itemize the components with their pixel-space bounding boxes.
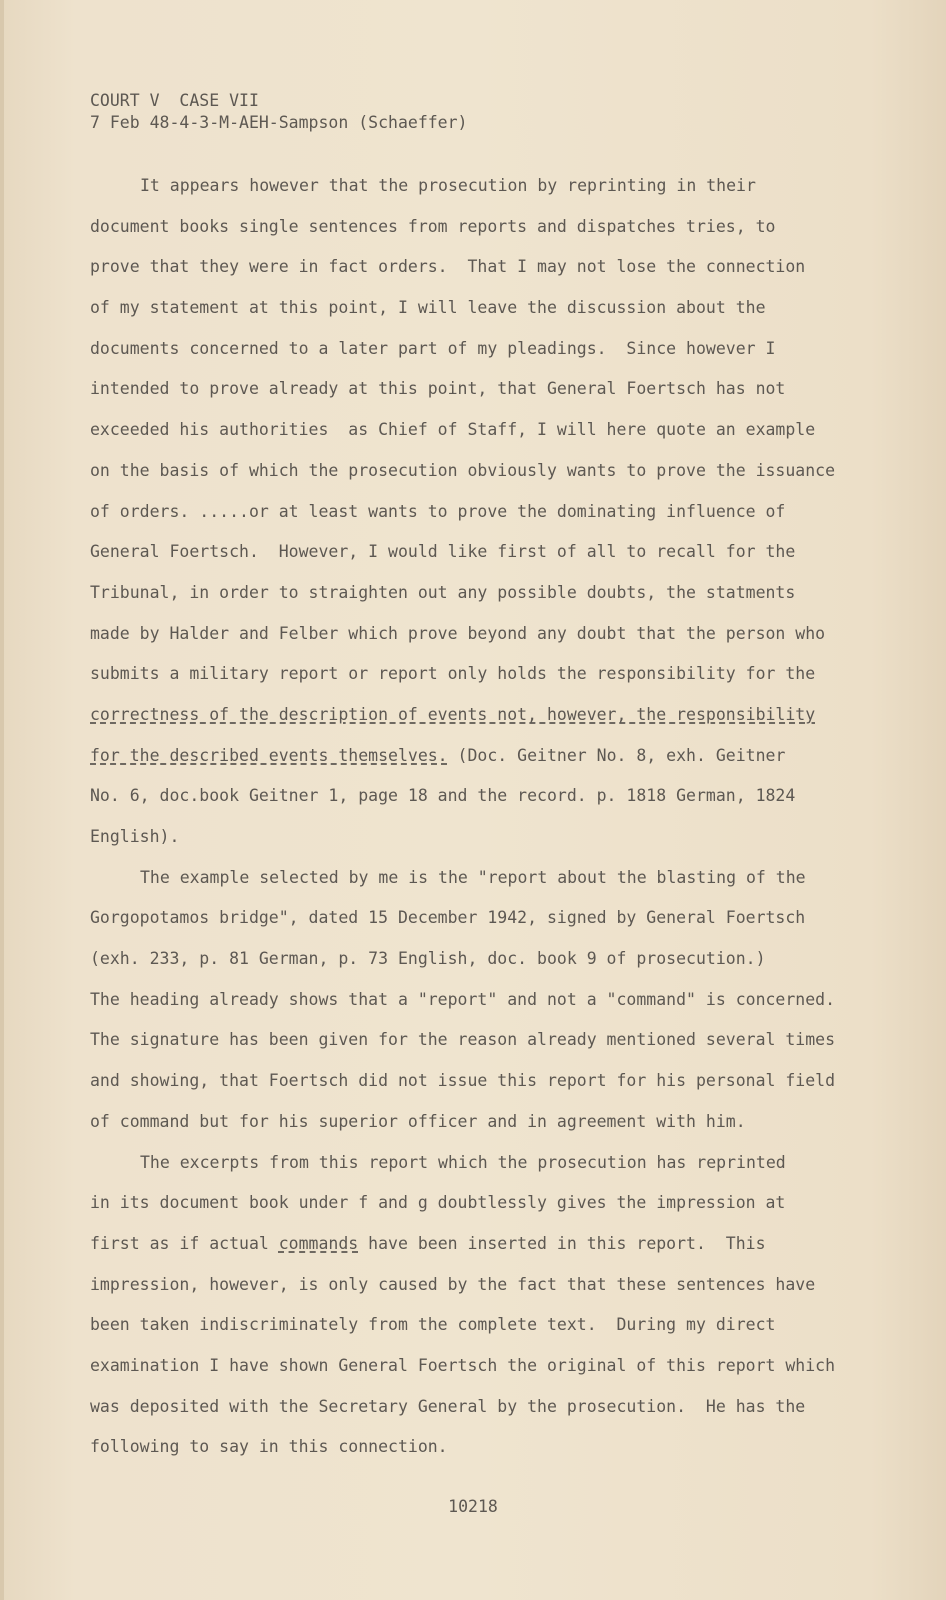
text-line <box>90 695 870 736</box>
text-segment: first as if actual <box>90 1233 279 1253</box>
text-line: Tribunal, in order to straighten out any possible doubts, the statments <box>90 582 796 602</box>
text-line <box>90 736 870 777</box>
underlined-text: correctness of the description of events not, however, the responsibility <box>90 704 816 724</box>
text-line: English). <box>90 827 180 846</box>
underlined-text: for the described events themselves. <box>90 745 448 765</box>
text-line: General Foertsch. However, I would like first of all to recall for the <box>90 542 796 562</box>
text-line: The excerpts from this report which the prosecution has reprinted <box>140 1152 786 1172</box>
text-line: document books single sentences from reports and dispatches tries, to <box>90 216 776 236</box>
text-line: and showing, that Foertsch did not issue this report for his personal field <box>90 1071 836 1091</box>
text-line: The heading already shows that a "report" and not a "command" is concerned. <box>90 989 836 1009</box>
underlined-text: commands <box>278 1233 359 1253</box>
document-header <box>90 90 468 134</box>
document-body <box>90 166 870 1468</box>
text-line: exceeded his authorities as Chief of Staff, I will here quote an example <box>90 420 816 440</box>
text-line: of command but for his superior officer and in agreement with him. <box>90 1111 746 1131</box>
date-reference-line: 7 Feb 48-4-3-M-AEH-Sampson (Schaeffer) <box>90 113 468 132</box>
text-line: The signature has been given for the reason already mentioned several times <box>90 1030 836 1050</box>
page-edge <box>0 0 4 1600</box>
text-line: impression, however, is only caused by the fact that these sentences have <box>90 1274 816 1294</box>
text-line: prove that they were in fact orders. That I may not lose the connection <box>90 257 806 277</box>
text-line: of orders. .....or at least wants to prove the dominating influence of <box>90 501 786 521</box>
text-line: No. 6, doc.book Geitner 1, page 18 and the record. p. 1818 German, 1824 <box>90 786 796 806</box>
text-line: was deposited with the Secretary General by the prosecution. He has the <box>90 1396 806 1416</box>
text-line: of my statement at this point, I will leave the discussion about the <box>90 298 766 318</box>
citation-text: (Doc. Geitner No. 8, exh. Geitner <box>447 745 786 765</box>
page-number: 10218 <box>448 1497 498 1516</box>
text-line: documents concerned to a later part of my pleadings. Since however I <box>90 338 776 358</box>
text-line <box>90 1224 870 1265</box>
text-line: intended to prove already at this point, that General Foertsch has not <box>90 379 786 399</box>
text-segment: have been inserted in this report. This <box>358 1233 766 1253</box>
text-line: The example selected by me is the "report about the blasting of the <box>140 867 806 887</box>
text-line: been taken indiscriminately from the complete text. During my direct <box>90 1315 776 1335</box>
text-line: made by Halder and Felber which prove beyond any doubt that the person who <box>90 623 826 643</box>
text-line: It appears however that the prosecution by reprinting in their <box>140 176 756 195</box>
text-line: Gorgopotamos bridge", dated 15 December 1942, signed by General Foertsch <box>90 908 806 928</box>
text-line: examination I have shown General Foertsch the original of this report which <box>90 1355 836 1375</box>
text-line: (exh. 233, p. 81 German, p. 73 English, doc. book 9 of prosecution.) <box>90 949 766 969</box>
text-line: following to say in this connection. <box>90 1437 448 1457</box>
text-line: in its document book under f and g doubtlessly gives the impression at <box>90 1193 786 1213</box>
court-case-line: COURT V CASE VII <box>90 91 259 110</box>
text-line: on the basis of which the prosecution obviously wants to prove the issuance <box>90 460 836 480</box>
text-line: submits a military report or report only holds the responsibility for the <box>90 664 816 684</box>
